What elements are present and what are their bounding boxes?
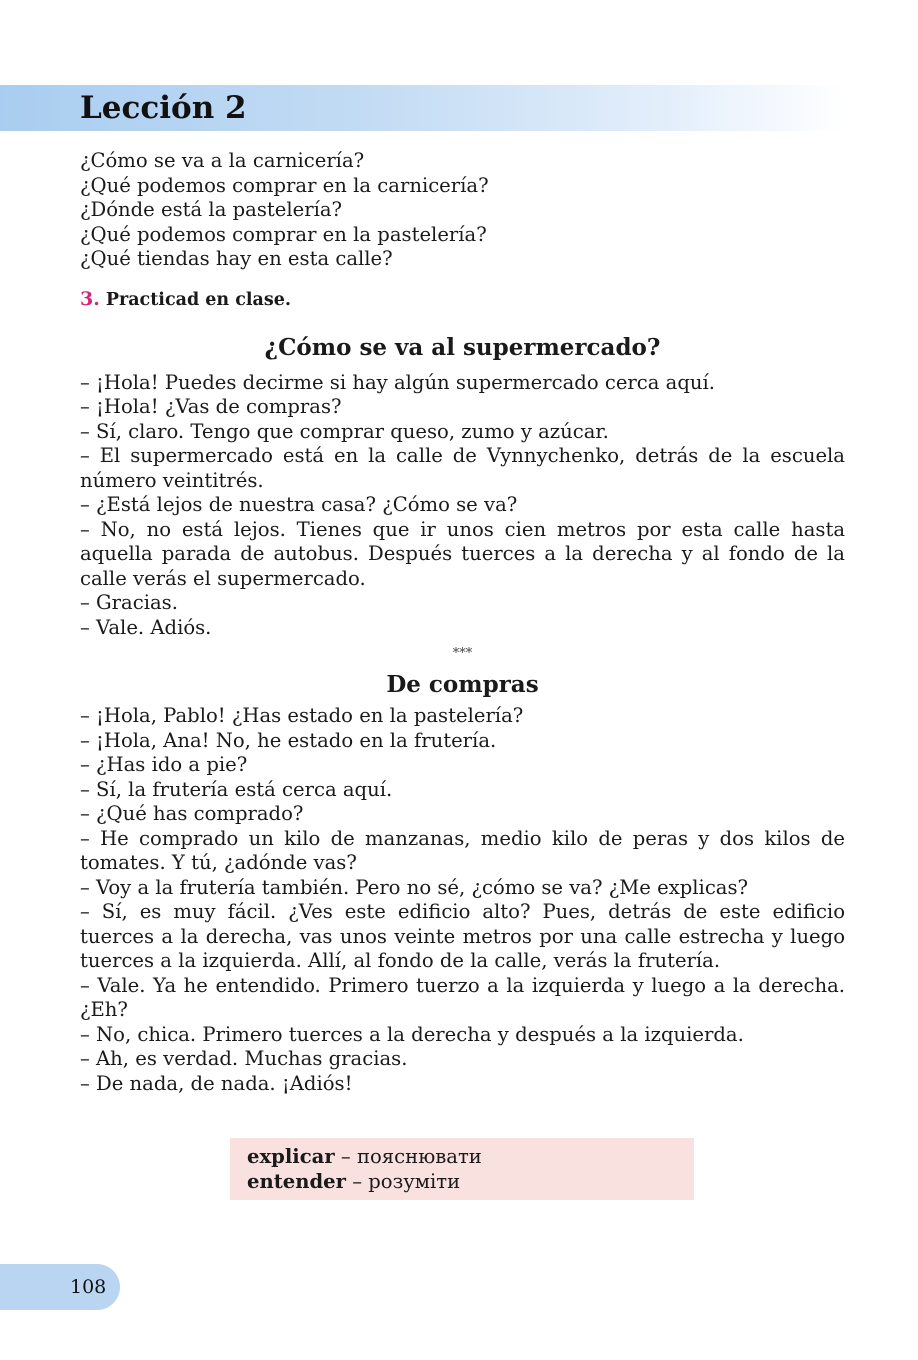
dialogue-line: – ¡Hola! ¿Vas de compras? — [80, 395, 342, 418]
exercise-instruction: Practicad en clase. — [105, 289, 291, 310]
dialogue-line: – ¿Has ido a pie? — [80, 753, 248, 776]
dialogue-line: – No, chica. Primero tuerces a la derecha y después a la izquierda. — [80, 1022, 744, 1046]
vocabulary-box — [230, 1138, 694, 1200]
dialogue-line: – ¡Hola, Ana! No, he estado en la frutería. — [80, 728, 497, 752]
dialogue-line: – Vale. Ya he entendido. Primero tuerzo a la izquierda y luego a la derecha. ¿Eh? — [80, 973, 845, 1021]
exercise-number: 3. — [80, 287, 100, 310]
question-line: ¿Cómo se va a la carnicería? — [80, 149, 365, 172]
dialogue-line: – Ah, es verdad. Muchas gracias. — [80, 1047, 408, 1070]
question-line: ¿Qué podemos comprar en la carnicería? — [80, 173, 489, 197]
vocabulary-translation: – розуміти — [352, 1169, 461, 1193]
dialogue-supermercado — [80, 371, 845, 641]
vocabulary-term: explicar — [247, 1145, 335, 1168]
page-content — [80, 149, 845, 1096]
dialogue-line: – ¿Está lejos de nuestra casa? ¿Cómo se va? — [80, 493, 518, 516]
question-line: ¿Qué podemos comprar en la pastelería? — [80, 222, 487, 246]
exercise-heading — [80, 286, 845, 313]
dialogue-line: – ¿Qué has comprado? — [80, 802, 304, 825]
vocabulary-term: entender — [247, 1169, 346, 1193]
lesson-title: Lección 2 — [80, 90, 247, 126]
question-line: ¿Dónde está la pastelería? — [80, 198, 343, 221]
dialogue-line: – El supermercado está en la calle de Vynnychenko, detrás de la escuela número veintitrés. — [80, 444, 845, 492]
question-list — [80, 149, 845, 272]
page-number: 108 — [70, 1276, 107, 1298]
dialogue-line: – ¡Hola! Puedes decirme si hay algún supermercado cerca aquí. — [80, 370, 716, 394]
dialogue-line: – Gracias. — [80, 591, 178, 614]
dialogue-line: – He comprado un kilo de manzanas, medio kilo de peras y dos kilos de tomates. Y tú, ¿adónde vas? — [80, 826, 845, 874]
dialogue-line: – Voy a la frutería también. Pero no sé, ¿cómo se va? ¿Me explicas? — [80, 875, 749, 899]
vocabulary-entry — [247, 1145, 694, 1170]
dialogue-title-de-compras: De compras — [386, 671, 539, 698]
section-separator: *** — [452, 646, 473, 661]
dialogue-line: – De nada, de nada. ¡Adiós! — [80, 1071, 353, 1095]
dialogue-line: – ¡Hola, Pablo! ¿Has estado en la pastelería? — [80, 704, 524, 727]
dialogue-line: – Sí, la frutería está cerca aquí. — [80, 777, 393, 801]
dialogue-line: – Sí, es muy fácil. ¿Ves este edificio alto? Pues, detrás de este edificio tuerces a la derecha, vas unos veinte metros por una calle estrecha y luego tuerces a la izquierda. Allí, al fondo de la calle, verás la frutería. — [80, 900, 845, 972]
dialogue-de-compras — [80, 704, 845, 1096]
question-line: ¿Qué tiendas hay en esta calle? — [80, 247, 393, 270]
dialogue-line: – Vale. Adiós. — [80, 615, 212, 639]
vocabulary-translation: – пояснювати — [340, 1145, 482, 1168]
vocabulary-entry — [247, 1170, 694, 1195]
dialogue-title-supermercado: ¿Cómo se va al supermercado? — [264, 333, 661, 361]
dialogue-line: – No, no está lejos. Tienes que ir unos cien metros por esta calle hasta aquella parada de autobus. Después tuerces a la derecha y al fondo de la calle verás el supermercado. — [80, 517, 845, 590]
dialogue-line: – Sí, claro. Tengo que comprar queso, zumo y azúcar. — [80, 419, 609, 443]
